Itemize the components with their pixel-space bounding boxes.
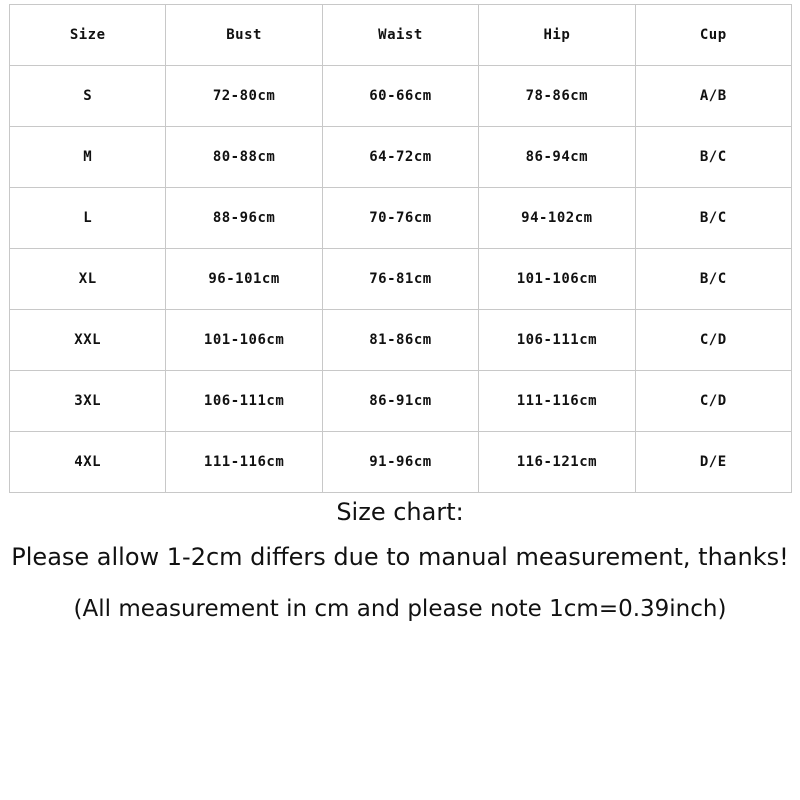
cell-hip: 86-94cm [479, 127, 635, 188]
cell-size: M [10, 127, 166, 188]
cell-hip: 78-86cm [479, 66, 635, 127]
cell-size: 4XL [10, 432, 166, 493]
cell-size: L [10, 188, 166, 249]
cell-bust: 88-96cm [166, 188, 322, 249]
cell-waist: 91-96cm [322, 432, 478, 493]
header-bust: Bust [166, 5, 322, 66]
cell-cup: B/C [635, 249, 791, 310]
header-waist: Waist [322, 5, 478, 66]
cell-size: S [10, 66, 166, 127]
cell-waist: 60-66cm [322, 66, 478, 127]
cell-hip: 101-106cm [479, 249, 635, 310]
table-row [10, 432, 792, 493]
header-hip: Hip [479, 5, 635, 66]
size-notes [0, 493, 800, 635]
cell-size: XXL [10, 310, 166, 371]
cell-bust: 101-106cm [166, 310, 322, 371]
cell-waist: 70-76cm [322, 188, 478, 249]
cell-cup: D/E [635, 432, 791, 493]
cell-waist: 86-91cm [322, 371, 478, 432]
header-cup: Cup [635, 5, 791, 66]
cell-cup: C/D [635, 310, 791, 371]
cell-waist: 76-81cm [322, 249, 478, 310]
cell-size: XL [10, 249, 166, 310]
table-row [10, 127, 792, 188]
notes-conversion: (All measurement in cm and please note 1cm=0.39inch) [73, 596, 727, 622]
cell-size: 3XL [10, 371, 166, 432]
cell-bust: 80-88cm [166, 127, 322, 188]
table-row [10, 249, 792, 310]
cell-bust: 72-80cm [166, 66, 322, 127]
cell-bust: 111-116cm [166, 432, 322, 493]
header-row [10, 5, 792, 66]
cell-hip: 94-102cm [479, 188, 635, 249]
table-row [10, 310, 792, 371]
header-size: Size [10, 5, 166, 66]
cell-cup: A/B [635, 66, 791, 127]
cell-bust: 96-101cm [166, 249, 322, 310]
cell-hip: 106-111cm [479, 310, 635, 371]
size-chart-header [10, 5, 792, 66]
cell-cup: B/C [635, 188, 791, 249]
table-row [10, 188, 792, 249]
table-row [10, 371, 792, 432]
size-chart-table [9, 4, 792, 493]
size-chart-body [10, 66, 792, 493]
table-row [10, 66, 792, 127]
cell-hip: 111-116cm [479, 371, 635, 432]
cell-cup: B/C [635, 127, 791, 188]
cell-waist: 81-86cm [322, 310, 478, 371]
cell-cup: C/D [635, 371, 791, 432]
cell-waist: 64-72cm [322, 127, 478, 188]
cell-bust: 106-111cm [166, 371, 322, 432]
notes-title: Size chart: [336, 498, 464, 526]
notes-tolerance: Please allow 1-2cm differs due to manual measurement, thanks! [11, 543, 789, 571]
cell-hip: 116-121cm [479, 432, 635, 493]
